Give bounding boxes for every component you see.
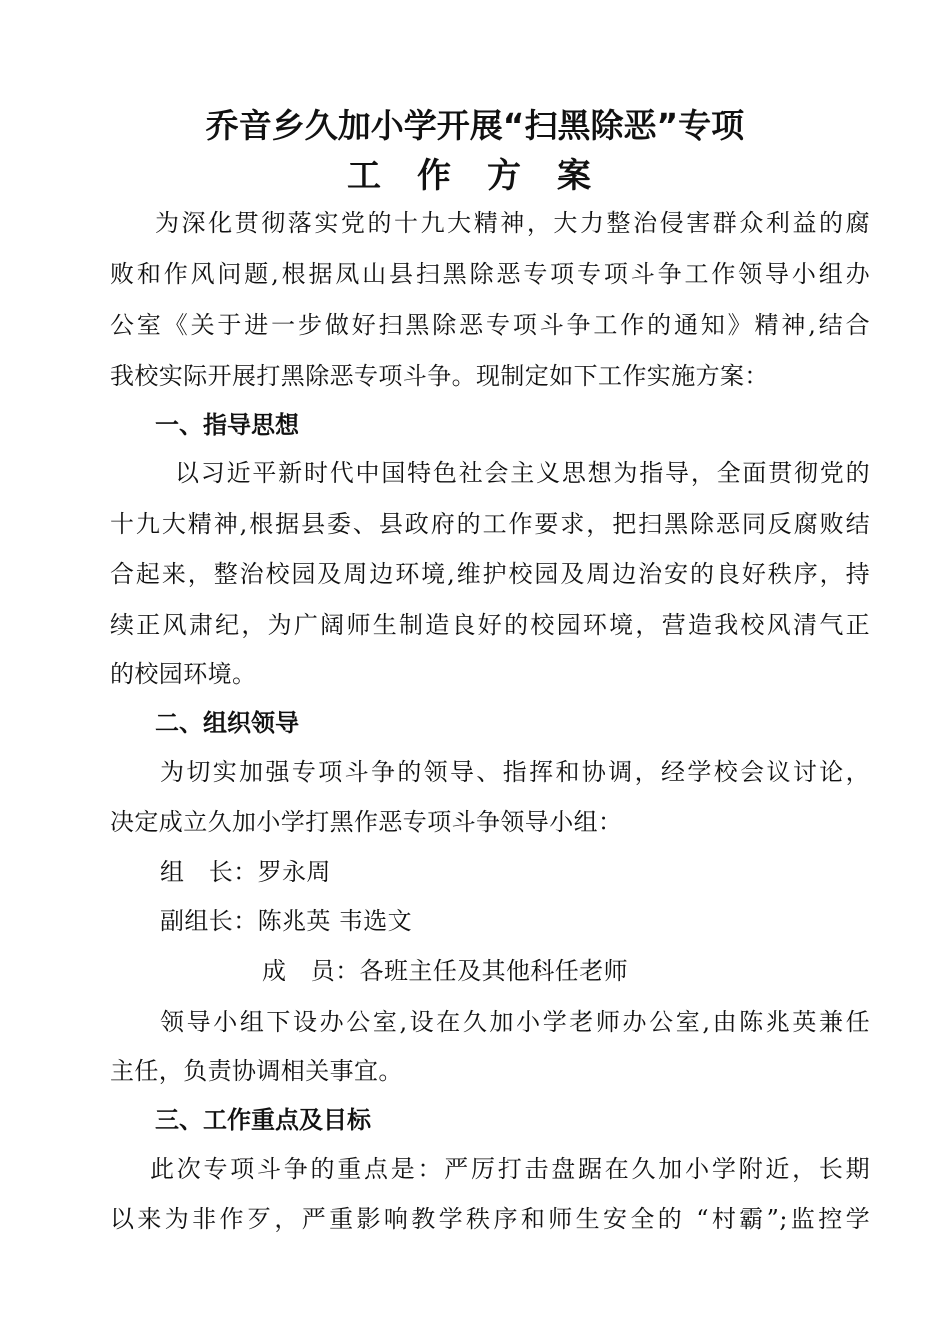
section1-line-4: 续正风肃纪，为广阔师生制造良好的校园环境，营造我校风清气正 — [110, 611, 870, 639]
intro-line-2: 败和作风问题,根据凤山县扫黑除恶专项专项斗争工作领导小组办 — [110, 260, 870, 288]
document-title: 乔音乡久加小学开展“扫黑除恶”专项 — [205, 106, 745, 145]
section-heading-focus-goals: 三、工作重点及目标 — [155, 1106, 371, 1134]
intro-line-1: 为深化贯彻落实党的十九大精神，大力整治侵害群众利益的腐 — [155, 209, 870, 237]
intro-line-4: 我校实际开展打黑除恶专项斗争。现制定如下工作实施方案： — [110, 362, 769, 390]
section2-line-1: 为切实加强专项斗争的领导、指挥和协调，经学校会议讨论， — [160, 758, 870, 786]
section1-line-2: 十九大精神,根据县委、县政府的工作要求，把扫黑除恶同反腐败结 — [110, 510, 870, 538]
section-heading-guiding-ideology: 一、指导思想 — [155, 411, 299, 439]
section3-line-1: 此次专项斗争的重点是：严厉打击盘踞在久加小学附近，长期 — [150, 1155, 870, 1183]
office-line-2: 主任，负责协调相关事宜。 — [110, 1057, 403, 1085]
intro-line-3: 公室《关于进一步做好扫黑除恶专项斗争工作的通知》精神,结合 — [110, 311, 870, 339]
section1-line-3: 合起来，整治校园及周边环境,维护校园及周边治安的良好秩序，持 — [110, 560, 870, 588]
office-line-1: 领导小组下设办公室,设在久加小学老师办公室,由陈兆英兼任 — [160, 1008, 870, 1036]
section3-line-2: 以来为非作歹，严重影响教学秩序和师生安全的 “村霸”;监控学 — [110, 1205, 870, 1233]
group-deputy: 副组长：陈兆英 韦选文 — [160, 907, 413, 935]
section-heading-organization: 二、组织领导 — [155, 709, 299, 737]
document-subtitle: 工作方案 — [347, 156, 627, 196]
section2-line-2: 决定成立久加小学打黑作恶专项斗争领导小组： — [110, 808, 623, 836]
group-leader: 组 长：罗永周 — [160, 858, 331, 886]
section1-line-1: 以习近平新时代中国特色社会主义思想为指导，全面贯彻党的 — [175, 459, 870, 487]
section1-line-5: 的校园环境。 — [110, 660, 257, 688]
group-members: 成 员：各班主任及其他科任老师 — [262, 957, 628, 985]
